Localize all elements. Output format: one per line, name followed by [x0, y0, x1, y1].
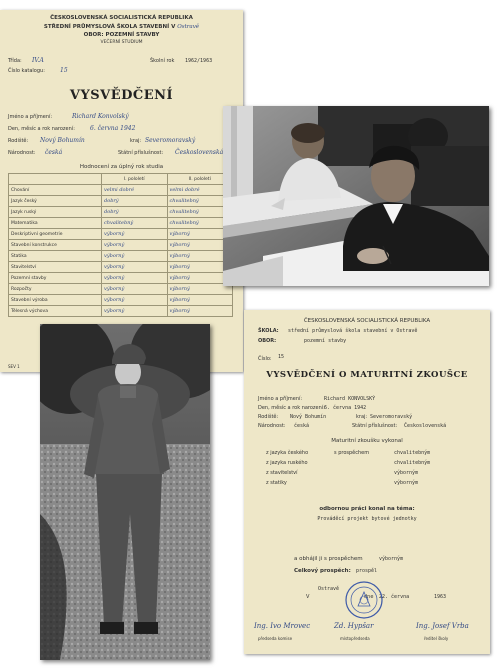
signature-director: Ing. Josef Vrba: [416, 622, 469, 630]
region-value: Severomoravský: [145, 137, 196, 144]
table-row: Statika výborný výborný: [9, 251, 233, 262]
catalog-label: Číslo katalogu:: [8, 68, 45, 74]
thesis-label: odbornou práci konal na téma:: [319, 506, 415, 512]
column-header: II. pololetí: [167, 174, 233, 185]
name-label: Jméno a příjmení:: [8, 114, 53, 120]
citizenship-label: Státní příslušnost:: [352, 423, 398, 429]
table-row: Pozemní stavby výborný výborný: [9, 273, 233, 284]
birth-value: 6. června 1942: [324, 405, 367, 411]
signature-vicechair: Zd. Hypšar: [334, 622, 374, 630]
soldier-portrait-image: [40, 324, 210, 660]
table-row: [9, 174, 233, 185]
table-row: Chování velmi dobré velmi dobré: [9, 185, 233, 196]
field-label: OBOR:: [258, 338, 277, 344]
birth-value: 6. června 1942: [90, 125, 136, 132]
place-label: V: [306, 594, 310, 600]
citizenship-value: Československá: [175, 149, 224, 156]
class-label: Třída:: [8, 58, 22, 64]
exam-result-4: výborným: [394, 480, 419, 486]
school-report-document: [0, 10, 243, 372]
column-header: I. pololetí: [102, 174, 168, 185]
name-value: Richard KONVOLSKÝ: [324, 396, 376, 402]
defense-value: výborným: [379, 556, 404, 562]
exam-subject-4: z statiky: [266, 480, 287, 486]
exam-subject-1: z jazyka českého: [266, 450, 309, 456]
republic-header: ČESKOSLOVENSKÁ SOCIALISTICKÁ REPUBLIKA: [50, 15, 193, 21]
exam-result-label: s prospěchem: [334, 450, 370, 456]
birthplace-label: Rodiště:: [8, 138, 29, 144]
birth-label: Den, měsíc a rok narození:: [8, 126, 75, 132]
table-row: Rozpočty výborný výborný: [9, 284, 233, 295]
table-row: Stavební výroba výborný výborný: [9, 295, 233, 306]
soldier-portrait-photo: [40, 324, 210, 660]
signature-vicechair-role: místopředseda: [340, 636, 370, 641]
field-of-study: OBOR: POZEMNÍ STAVBY: [83, 32, 160, 38]
exam-result-2: chvalitebným: [394, 460, 431, 466]
region-value: Severomoravský: [370, 414, 413, 420]
year-value: 1963: [434, 594, 447, 600]
exam-result-3: výborným: [394, 470, 419, 476]
table-row: Jazyk ruský dobrý chvalitebný: [9, 207, 233, 218]
region-label: kraj:: [356, 414, 368, 420]
school-value: střední průmyslová škola stavební v Ostravě: [288, 328, 418, 334]
nationality-label: Národnost:: [258, 423, 286, 429]
name-value: Richard Konvolský: [72, 113, 129, 120]
nationality-value: česká: [294, 423, 310, 429]
overall-value: prospěl: [356, 568, 378, 574]
official-stamp-icon: [344, 580, 384, 620]
date-label: dne: [364, 594, 374, 600]
exam-header: Maturitní zkoušku vykonal: [331, 438, 403, 444]
document-title: VYSVĚDČENÍ O MATURITNÍ ZKOUŠCE: [266, 370, 468, 380]
overall-label: Celkový prospěch:: [294, 568, 351, 574]
document-title: VYSVĚDČENÍ: [69, 88, 174, 103]
republic-header: ČESKOSLOVENSKÁ SOCIALISTICKÁ REPUBLIKA: [303, 318, 431, 324]
exam-subject-2: z jazyka ruského: [266, 460, 308, 466]
school-name: STŘEDNÍ PRŮMYSLOVÁ ŠKOLA STAVEBNÍ V: [43, 24, 176, 30]
school-label: ŠKOLA:: [258, 328, 279, 334]
signature-director-role: ředitel školy: [424, 636, 449, 641]
birth-label: Den, měsíc a rok narození:: [258, 405, 325, 411]
nationality-label: Národnost:: [8, 150, 36, 156]
table-row: Jazyk český dobrý chvalitebný: [9, 196, 233, 207]
date-value: 22. června: [379, 594, 410, 600]
region-label: kraj:: [130, 138, 142, 144]
signature-chair-role: předseda komise: [258, 636, 293, 641]
signature-chair: Ing. Ivo Mrovec: [254, 622, 311, 630]
place-value: Ostravě: [318, 586, 340, 592]
students-drafting-photo: [223, 106, 489, 286]
citizenship-value: Československá: [404, 423, 447, 429]
table-row: Deskriptivní geometrie výborný výborný: [9, 229, 233, 240]
exam-result-1: chvalitebným: [394, 450, 431, 456]
grades-header: Hodnocení za úplný rok studia: [79, 164, 164, 170]
number-label: Číslo:: [258, 356, 272, 362]
catalog-value: 15: [60, 67, 68, 74]
school-year-value: 1962/1963: [185, 58, 213, 64]
school-name-line: [10, 24, 233, 30]
exam-subject-3: z stavitelství: [266, 470, 298, 476]
birthplace-label: Rodiště:: [258, 414, 279, 420]
school-city: Ostravě: [177, 24, 200, 30]
students-drafting-image: [223, 106, 489, 286]
name-label: Jméno a příjmení:: [258, 396, 303, 402]
table-row: Tělesná výchova výborný výborný: [9, 306, 233, 317]
field-value: pozemní stavby: [304, 338, 347, 344]
nationality-value: česká: [45, 149, 63, 156]
graduation-certificate-document: [244, 310, 490, 654]
grades-table: [8, 173, 233, 317]
table-row: Stavební konstrukce výborný výborný: [9, 240, 233, 251]
thesis-value: Prováděcí projekt bytové jednotky: [317, 516, 417, 522]
footer-code: SEV 1: [8, 364, 20, 369]
class-value: IV.A: [32, 57, 44, 64]
table-row: Stavitelství výborný výborný: [9, 262, 233, 273]
school-year-label: Školní rok: [150, 58, 175, 64]
defense-label: a obhájil ji s prospěchem: [294, 556, 363, 562]
birthplace-value: Nový Bohumín: [40, 137, 85, 144]
number-value: 15: [278, 354, 285, 360]
birthplace-value: Nový Bohumín: [290, 414, 327, 420]
citizenship-label: Státní příslušnost:: [118, 150, 164, 156]
table-row: Matematika chvalitebný chvalitebný: [9, 218, 233, 229]
study-type: VEČERNÍ STUDIUM: [100, 40, 143, 45]
